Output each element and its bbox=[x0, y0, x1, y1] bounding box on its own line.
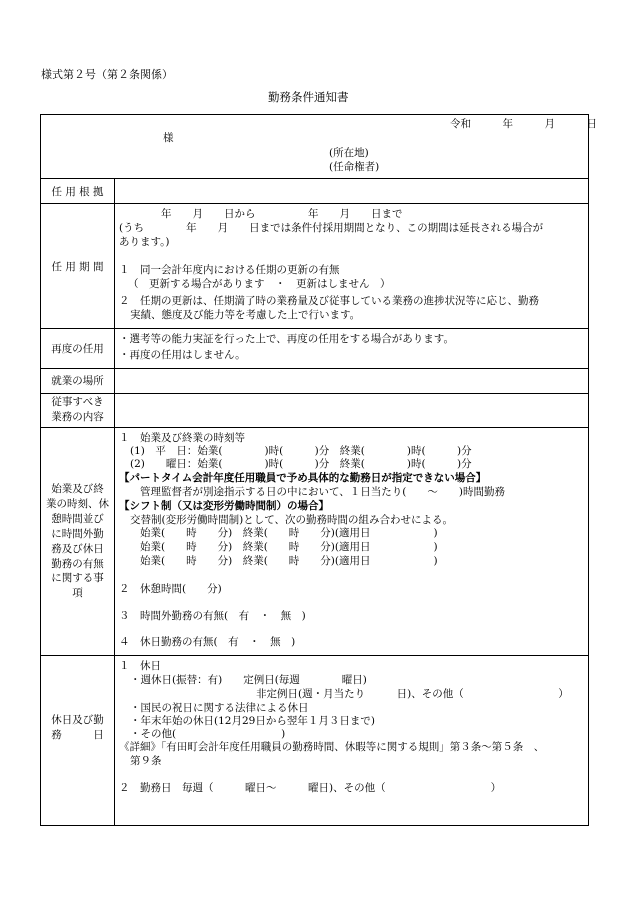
row-divider bbox=[40, 178, 589, 179]
irregular-holiday: 非定例日(週・月当たり 日)、その他（ ） bbox=[256, 688, 569, 700]
period-dates: 年 月 日から 年 月 日まで bbox=[161, 208, 403, 220]
label-appointment-period: 任 用 期 間 bbox=[51, 261, 104, 273]
label-hours-line: 始業及び終 bbox=[51, 483, 104, 495]
label-hours-line: 憩時間並び bbox=[51, 512, 104, 525]
parttime-hours: 管理監督者が別途指示する日の中において、１日当たり( ～ )時間勤務 bbox=[140, 486, 505, 498]
label-hours-line: 業の時刻、休 bbox=[46, 497, 109, 510]
label-hours-line: 勤務の有無 bbox=[51, 557, 104, 570]
new-year-holidays: ・年末年始の休日(12月29日から翌年１月３日まで) bbox=[130, 715, 375, 727]
parttime-heading: 【パートタイム会計年度任用職員で予め具体的な勤務日が指定できない場合】 bbox=[119, 472, 487, 484]
hours-heading: １ 始業及び終業の時刻等 bbox=[119, 432, 245, 444]
label-hours-line: に関する事 bbox=[51, 572, 104, 585]
row-divider bbox=[40, 655, 589, 656]
holidays-heading: １ 休日 bbox=[119, 660, 161, 672]
renewal-note-cont: 実績、態度及び能力等を考慮した上で行います。 bbox=[130, 309, 361, 321]
label-holidays-line1: 休日及び勤 bbox=[51, 714, 104, 726]
label-work-place: 就業の場所 bbox=[51, 375, 104, 387]
holiday-rules-detail-cont: 第９条 bbox=[130, 755, 162, 767]
row-divider bbox=[40, 393, 589, 394]
form-number: 様式第２号（第２条関係） bbox=[41, 68, 173, 81]
shift-combination-3: 始業( 時 分) 終業( 時 分)(適用日 ) bbox=[140, 555, 438, 567]
date-line: 令和 年 月 日 bbox=[450, 118, 597, 130]
authority-label: (任命権者) bbox=[329, 161, 380, 173]
reappoint-option-2: ・再度の任用はしません。 bbox=[119, 349, 246, 361]
weekday-hours: (1) 平 日：始業( )時( )分 終業( )時( )分 bbox=[130, 445, 472, 457]
period-probation: (うち 年 月 日までは条件付採用期間となり、この期間は延長される場合が bbox=[119, 222, 544, 234]
label-holidays bbox=[41, 713, 114, 743]
row-divider bbox=[40, 328, 589, 329]
national-holidays: ・国民の祝日に関する法律による休日 bbox=[130, 702, 309, 714]
label-duties-line1: 従事すべき bbox=[51, 396, 104, 408]
renewal-note: ２ 任期の更新は、任期満了時の業務量及び従事している業務の進捗状況等に応じ、勤務 bbox=[119, 295, 539, 307]
shift-heading: 【シフト制（又は変形労働時間制）の場合】 bbox=[119, 500, 329, 512]
row-divider bbox=[40, 203, 589, 204]
other-holidays: ・その他( ) bbox=[130, 728, 286, 740]
label-reappointment: 再度の任用 bbox=[51, 343, 104, 355]
label-appointment-basis: 任 用 根 拠 bbox=[51, 186, 104, 198]
label-duties-line2: 業務の内容 bbox=[51, 411, 104, 424]
column-divider bbox=[114, 178, 115, 826]
location-label: (所在地) bbox=[329, 147, 369, 159]
shift-combination-1: 始業( 時 分) 終業( 時 分)(適用日 ) bbox=[140, 527, 438, 539]
period-probation-cont: あります。) bbox=[119, 236, 170, 248]
overtime-work: ３ 時間外勤務の有無( 有 ・ 無 ) bbox=[119, 610, 306, 622]
shift-combination-2: 始業( 時 分) 終業( 時 分)(適用日 ) bbox=[140, 541, 438, 553]
label-holidays-line2: 務 日 bbox=[51, 729, 104, 742]
work-days: ２ 勤務日 毎週（ 曜日～ 曜日)、その他（ ） bbox=[119, 782, 502, 794]
renewal-options: （ 更新する場合があります ・ 更新はしません ） bbox=[128, 278, 391, 290]
label-hours-line: 務及び休日 bbox=[51, 542, 104, 555]
shift-description: 交替制(変形労働時間制)として、次の勤務時間の組み合わせによる。 bbox=[130, 514, 453, 526]
holiday-rules-detail: 《詳細》「有田町会計年度任用職員の勤務時間、休暇等に関する規則」第３条～第５条 、 bbox=[119, 741, 545, 753]
addressee-sama: 様 bbox=[163, 132, 174, 144]
label-duties bbox=[41, 395, 114, 425]
label-work-hours bbox=[41, 482, 114, 601]
weekly-holiday: ・週休日(振替：有) 定例日(毎週 曜日) bbox=[130, 674, 367, 686]
renewal-heading: １ 同一会計年度内における任期の更新の有無 bbox=[119, 264, 340, 276]
document-title: 勤務条件通知書 bbox=[268, 90, 349, 104]
label-hours-line: 項 bbox=[72, 587, 83, 600]
reappoint-option-1: ・選考等の能力実証を行った上で、再度の任用をする場合があります。 bbox=[119, 333, 454, 345]
holiday-work: ４ 休日勤務の有無( 有 ・ 無 ) bbox=[119, 636, 296, 648]
break-time: ２ 休憩時間( 分) bbox=[119, 583, 222, 595]
row-divider bbox=[40, 368, 589, 369]
label-hours-line: に時間外勤 bbox=[51, 527, 104, 540]
weekend-hours: (2) 曜日：始業( )時( )分 終業( )時( )分 bbox=[130, 458, 472, 470]
row-divider bbox=[40, 427, 589, 428]
